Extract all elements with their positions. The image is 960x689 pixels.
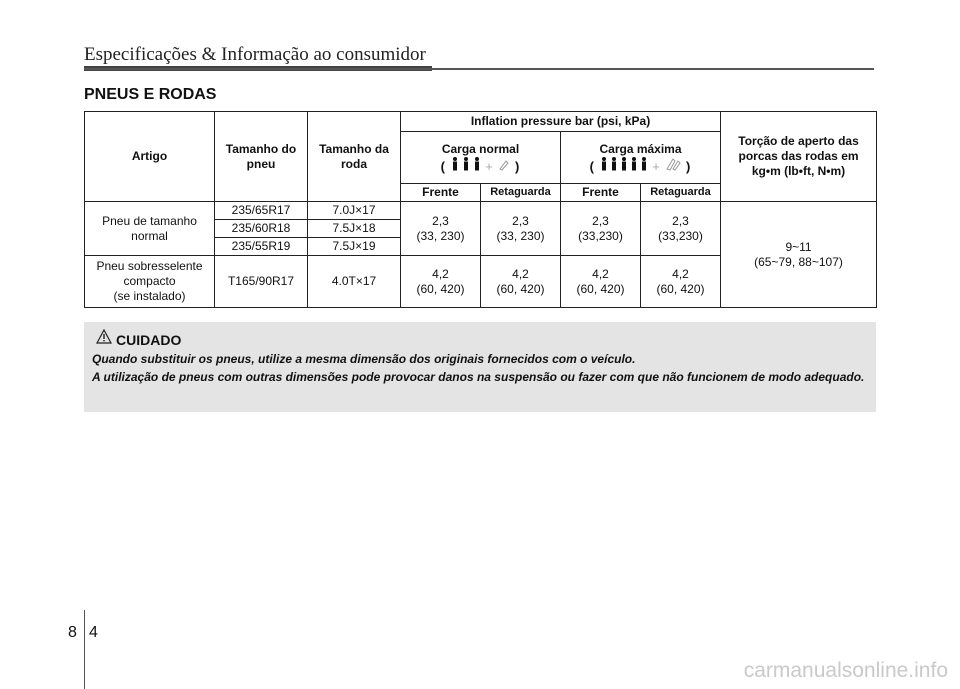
- caution-line-2: A utilização de pneus com outras dimensões pode provocar danos na suspensão ou fazer com que não funcionem de modo adequado.: [92, 370, 865, 384]
- pressure-bar: 2,3: [512, 213, 529, 228]
- caution-box: [84, 322, 876, 412]
- section-title: PNEUS E RODAS: [84, 86, 217, 103]
- table-row: [85, 202, 877, 220]
- col-torque-header: Torção de aperto das porcas das rodas em kg•m (lb•ft, N•m): [721, 112, 877, 202]
- normal-front-cell: [401, 256, 481, 308]
- normal-front-cell: [401, 202, 481, 256]
- max-front-cell: [561, 256, 641, 308]
- tire-size-cell: 235/55R19: [215, 238, 308, 256]
- col-wheel-size-header: [308, 112, 401, 202]
- col-wheel-size-label: Tamanho da roda: [319, 141, 389, 171]
- header-rule: [84, 68, 874, 70]
- person-icon: [451, 159, 486, 174]
- pressure-bar: 2,3: [672, 213, 689, 228]
- person-icon: [600, 159, 653, 174]
- max-load-icons: ( + ): [589, 158, 692, 174]
- max-load-label: Carga máxima: [599, 141, 682, 156]
- pressure-psi-kpa: (33,230): [658, 228, 703, 243]
- torque-lbft-nm: (65~79, 88~107): [754, 254, 843, 269]
- col-item-header: Artigo: [85, 112, 215, 202]
- max-rear-cell: [641, 202, 721, 256]
- caution-title: CUIDADO: [116, 332, 182, 348]
- header-title: Especificações & Informação ao consumidor: [84, 44, 426, 65]
- item-line: compacto: [123, 274, 176, 288]
- normal-load-label: Carga normal: [441, 141, 520, 156]
- pressure-psi-kpa: (60, 420): [576, 281, 625, 296]
- normal-rear-header: Retaguarda: [481, 184, 561, 202]
- item-line: Pneu sobresselente: [96, 259, 203, 273]
- section-number: 8: [68, 624, 77, 641]
- tire-spec-table: [84, 111, 877, 308]
- normal-load-header: [401, 132, 561, 184]
- tire-size-cell: T165/90R17: [215, 256, 308, 308]
- pressure-psi-kpa: (60, 420): [496, 281, 545, 296]
- luggage-icon: [665, 159, 686, 174]
- footer-divider: [84, 610, 85, 689]
- max-front-header: Frente: [561, 184, 641, 202]
- wheel-size-cell: 7.0J×17: [308, 202, 401, 220]
- item-line: (se instalado): [113, 289, 186, 303]
- pressure-bar: 4,2: [512, 266, 529, 281]
- pressure-bar: 2,3: [592, 213, 609, 228]
- normal-load-icons: ( + ): [440, 158, 521, 174]
- torque-kgm: 9~11: [785, 239, 812, 254]
- normal-rear-cell: [481, 256, 561, 308]
- normal-front-header: Frente: [401, 184, 481, 202]
- item-spare-tire: [85, 256, 215, 308]
- caution-text: [92, 352, 868, 388]
- col-tire-size-label: Tamanho do pneu: [225, 141, 297, 171]
- pressure-bar: 4,2: [432, 266, 449, 281]
- torque-cell: [721, 202, 877, 308]
- tire-size-cell: 235/65R17: [215, 202, 308, 220]
- pressure-psi-kpa: (33, 230): [416, 228, 465, 243]
- max-load-header: [561, 132, 721, 184]
- col-inflation-header: Inflation pressure bar (psi, kPa): [401, 112, 721, 132]
- tire-size-cell: 235/60R18: [215, 220, 308, 238]
- col-tire-size-header: [215, 112, 308, 202]
- page-number: 4: [89, 624, 98, 641]
- pressure-psi-kpa: (33, 230): [496, 228, 545, 243]
- pressure-psi-kpa: (60, 420): [416, 281, 465, 296]
- item-normal-tire: Pneu de tamanho normal: [85, 202, 215, 256]
- pressure-psi-kpa: (33,230): [578, 228, 623, 243]
- pressure-bar: 4,2: [592, 266, 609, 281]
- warning-triangle-icon: [96, 329, 112, 349]
- caution-line-1: Quando substituir os pneus, utilize a mesma dimensão dos originais fornecidos com o veículo.: [92, 352, 636, 366]
- watermark: carmanualsonline.info: [743, 659, 948, 682]
- wheel-size-cell: 7.5J×18: [308, 220, 401, 238]
- wheel-size-cell: 4.0T×17: [308, 256, 401, 308]
- luggage-icon: [498, 159, 515, 174]
- normal-rear-cell: [481, 202, 561, 256]
- wheel-size-cell: 7.5J×19: [308, 238, 401, 256]
- max-front-cell: [561, 202, 641, 256]
- pressure-psi-kpa: (60, 420): [656, 281, 705, 296]
- pressure-bar: 2,3: [432, 213, 449, 228]
- max-rear-cell: [641, 256, 721, 308]
- max-rear-header: Retaguarda: [641, 184, 721, 202]
- pressure-bar: 4,2: [672, 266, 689, 281]
